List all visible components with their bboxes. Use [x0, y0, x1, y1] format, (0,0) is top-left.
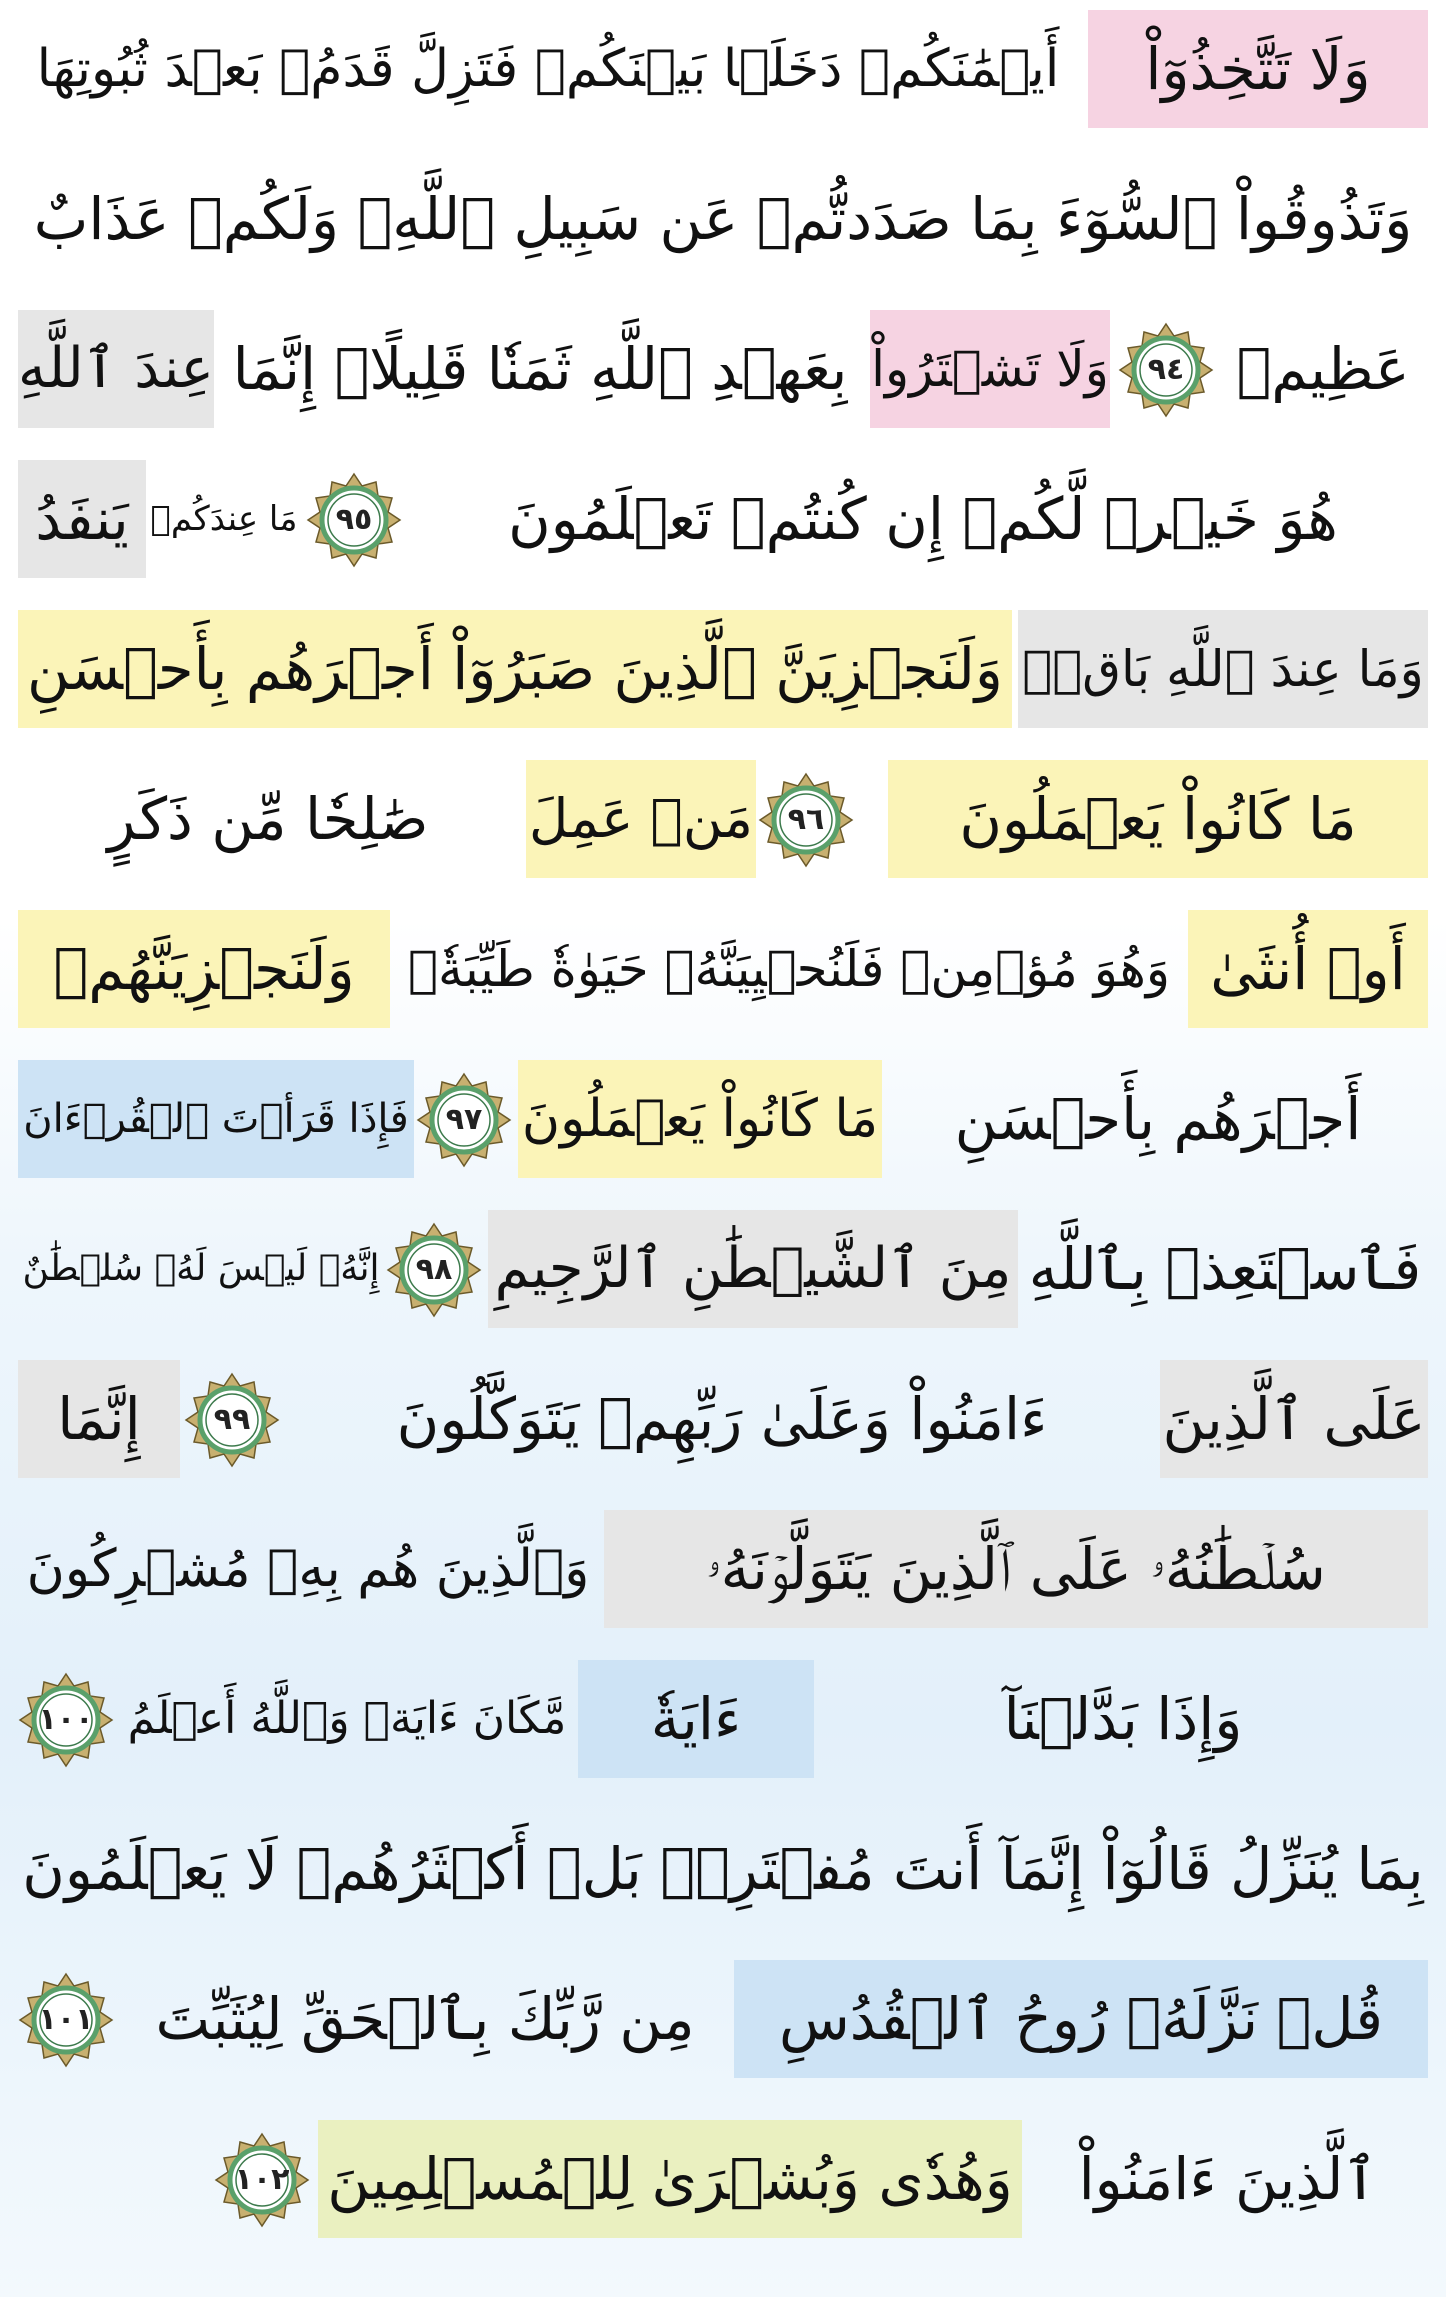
highlighted-phrase: يَنفَدُ — [18, 460, 146, 578]
verse-line — [18, 1200, 1428, 1328]
highlighted-phrase: وَلَا تَتَّخِذُوٓاْ — [1088, 10, 1428, 128]
verse-text: وَإِذَا بَدَّلۡنَآ — [1003, 1685, 1243, 1753]
highlighted-phrase: سُلۡطَٰنُهُۥ عَلَى ٱلَّذِينَ يَتَوَلَّوۡنَهُۥ — [604, 1510, 1428, 1628]
verse-line — [18, 450, 1428, 578]
verse-text: أَيۡمَٰنَكُمۡ دَخَلَۢا بَيۡنَكُمۡ فَتَزِلَّ قَدَمُۢ بَعۡدَ ثُبُوتِهَا — [36, 39, 1060, 99]
highlighted-phrase: وَلَا تَشۡتَرُواْ — [870, 310, 1110, 428]
ayah-number: ٩٩ — [213, 1402, 251, 1437]
verse-text: وَهُوَ مُؤۡمِنٞ فَلَنُحۡيِيَنَّهُۥ حَيَوٰةٗ طَيِّبَةٗۖ — [407, 940, 1171, 998]
highlighted-phrase: وَهُدٗى وَبُشۡرَىٰ لِلۡمُسۡلِمِينَ — [318, 2120, 1022, 2238]
verse-line — [18, 0, 1428, 128]
ayah-end-marker-icon — [214, 2132, 310, 2228]
highlighted-phrase: وَلَنَجۡزِيَنَّ ٱلَّذِينَ صَبَرُوٓاْ أَجۡرَهُم بِأَحۡسَنِ — [18, 610, 1012, 728]
verse-text: مِن رَّبِّكَ بِٱلۡحَقِّ لِيُثَبِّتَ — [155, 1985, 695, 2053]
ayah-end-marker-icon — [306, 472, 402, 568]
ayah-number: ١٠٢ — [234, 2162, 290, 2197]
verse-text: عَظِيمٞ — [1236, 335, 1410, 403]
verse-text: أَجۡرَهُم بِأَحۡسَنِ — [954, 1085, 1362, 1153]
verse-text: وَٱلَّذِينَ هُم بِهِۦ مُشۡرِكُونَ — [26, 1539, 590, 1599]
highlighted-phrase: أَوۡ أُنثَىٰ — [1188, 910, 1428, 1028]
highlighted-phrase: ءَايَةٗ — [578, 1660, 814, 1778]
verse-line — [18, 1650, 1428, 1778]
ayah-number: ٩٦ — [787, 802, 825, 837]
highlighted-phrase: قُلۡ نَزَّلَهُۥ رُوحُ ٱلۡقُدُسِ — [734, 1960, 1428, 2078]
ayah-end-marker-icon — [386, 1222, 482, 1318]
verse-text: وَتَذُوقُواْ ٱلسُّوٓءَ بِمَا صَدَدتُّمۡ عَن سَبِيلِ ٱللَّهِۖ وَلَكُمۡ عَذَابٌ — [33, 185, 1413, 253]
highlighted-phrase: مِنَ ٱلشَّيۡطَٰنِ ٱلرَّجِيمِ — [488, 1210, 1018, 1328]
verse-text: ٱلَّذِينَ ءَامَنُواْ — [1078, 2145, 1378, 2213]
ayah-end-marker-icon — [1118, 322, 1214, 418]
ayah-number: ٩٨ — [415, 1252, 453, 1287]
highlighted-phrase: فَإِذَا قَرَأۡتَ ٱلۡقُرۡءَانَ — [18, 1060, 414, 1178]
verse-line — [18, 1500, 1428, 1628]
verse-line — [18, 1350, 1428, 1478]
highlighted-phrase: عَلَى ٱلَّذِينَ — [1160, 1360, 1428, 1478]
verse-text: ءَامَنُواْ وَعَلَىٰ رَبِّهِمۡ يَتَوَكَّلُونَ — [396, 1385, 1048, 1453]
verse-text: بِعَهۡدِ ٱللَّهِ ثَمَنٗا قَلِيلًاۚ إِنَّمَا — [232, 335, 848, 403]
highlighted-phrase: وَلَنَجۡزِيَنَّهُمۡ — [18, 910, 390, 1028]
verse-text: صَٰلِحٗا مِّن ذَكَرٍ — [107, 785, 429, 853]
verse-text: إِنَّهُۥ لَيۡسَ لَهُۥ سُلۡطَٰنٌ — [22, 1248, 380, 1289]
ayah-end-marker-icon — [18, 1972, 114, 2068]
ayah-number: ٩٥ — [335, 502, 373, 537]
verse-text: مَّكَانَ ءَايَةٖ وَٱللَّهُ أَعۡلَمُ — [127, 1693, 567, 1744]
ayah-number: ١٠١ — [38, 2002, 94, 2037]
verse-line — [18, 2110, 1428, 2238]
highlighted-phrase: عِندَ ٱللَّهِ — [18, 310, 214, 428]
ayah-number: ٩٤ — [1147, 352, 1185, 387]
ayah-end-marker-icon — [416, 1072, 512, 1168]
ayah-number: ٩٧ — [445, 1102, 483, 1137]
verse-text: هُوَ خَيۡرٞ لَّكُمۡ إِن كُنتُمۡ تَعۡلَمُونَ — [508, 485, 1338, 553]
ayah-number: ١٠٠ — [38, 1702, 94, 1737]
highlighted-phrase: مَا كَانُواْ يَعۡمَلُونَ — [888, 760, 1428, 878]
ayah-end-marker-icon — [18, 1672, 114, 1768]
verse-text: بِمَا يُنَزِّلُ قَالُوٓاْ إِنَّمَآ أَنتَ مُفۡتَرِۢۚ بَلۡ أَكۡثَرُهُمۡ لَا يَعۡلَمُونَ — [22, 1835, 1424, 1903]
ayah-end-marker-icon — [758, 772, 854, 868]
highlighted-phrase: إِنَّمَا — [18, 1360, 180, 1478]
verse-line — [18, 1800, 1428, 1928]
verse-line — [18, 1950, 1428, 2078]
verse-line — [18, 600, 1428, 728]
highlighted-phrase: مَا كَانُواْ يَعۡمَلُونَ — [518, 1060, 882, 1178]
verse-line — [18, 900, 1428, 1028]
ayah-end-marker-icon — [184, 1372, 280, 1468]
verse-text: فَٱسۡتَعِذۡ بِٱللَّهِ — [1028, 1235, 1422, 1303]
verse-text: مَا عِندَكُمۡ — [150, 499, 298, 539]
verse-line — [18, 1050, 1428, 1178]
verse-line — [18, 150, 1428, 278]
verse-line — [18, 300, 1428, 428]
verse-line — [18, 750, 1428, 878]
highlighted-phrase: وَمَا عِندَ ٱللَّهِ بَاقٖۗ — [1018, 610, 1428, 728]
highlighted-phrase: مَنۡ عَمِلَ — [526, 760, 756, 878]
